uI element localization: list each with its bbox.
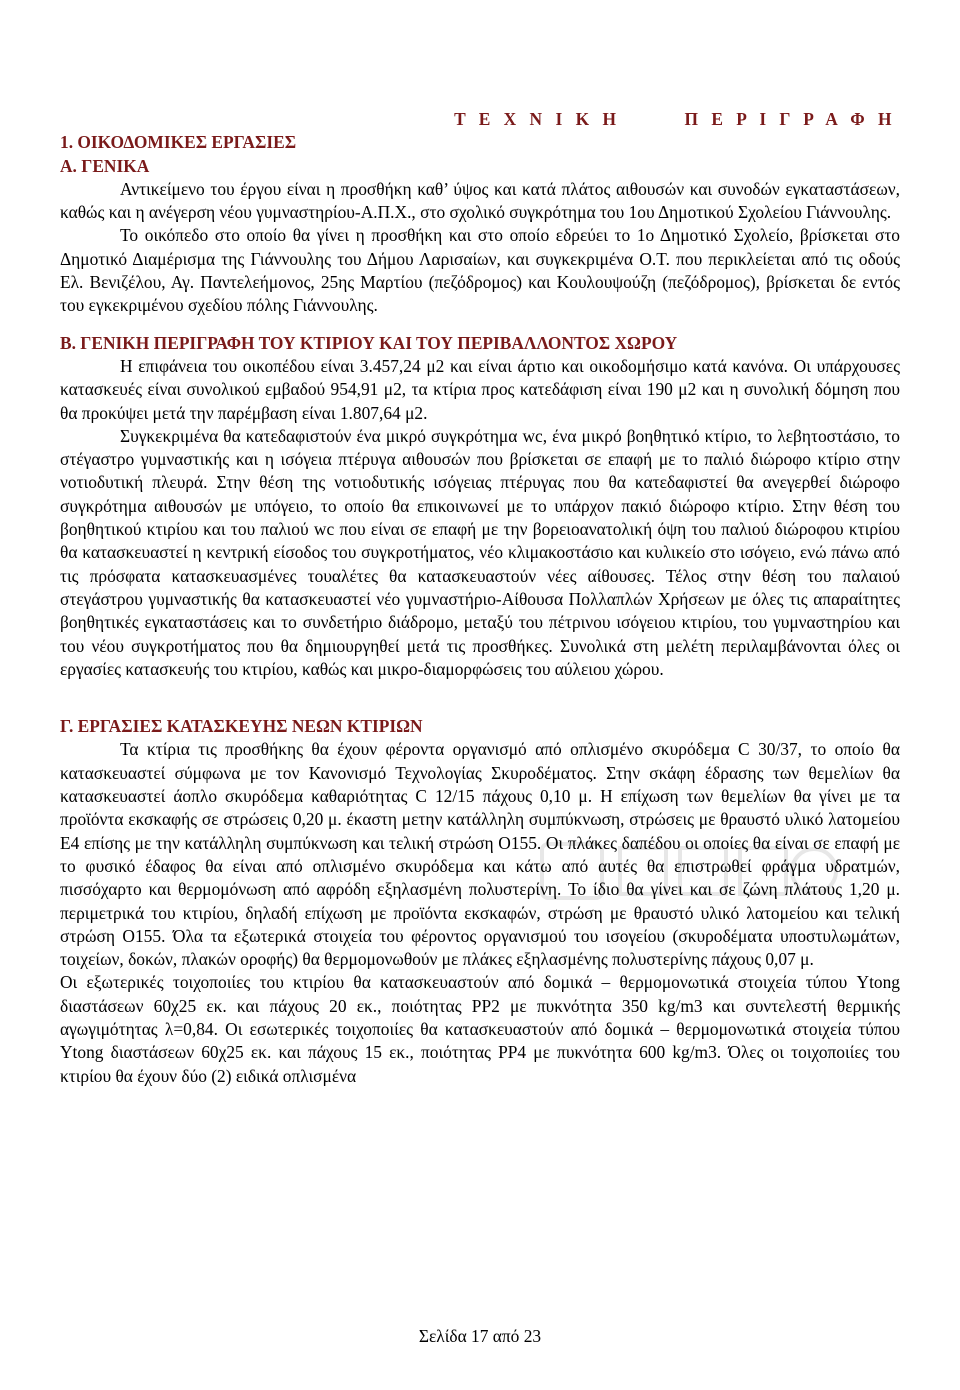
heading-general: Α. ΓΕΝΙΚΑ xyxy=(60,155,150,176)
paragraph-project-subject: Αντικείμενο του έργου είναι η προσθήκη καθ’ ύψος και κατά πλάτος αιθουσών και συνοδών εγκαταστάσεων, καθώς και η ανέγερση νέου γυμναστηρίου-Α.Π.Χ., στο σχολικό συγκρότημα του 1ου Δημοτικού Σχολείου Γιάννουλης. xyxy=(60,178,900,223)
paragraph-structural-frame: Τα κτίρια τις προσθήκης θα έχουν φέροντα οργανισμό από οπλισμένο σκυρόδεμα C 30/37, το οποίο θα κατασκευαστεί σύμφωνα με τον Κανονισμό Τεχνολογίας Σκυροδέματος. Στην σκάφη έδρασης των θεμελίων θα κατασκευαστεί άοπλο σκυρόδεμα καθαριότητας C 12/15 πάχους 0,10 μ. Η επίχωση των θεμελίων θα γίνει με τα προϊόντα εκσκαφής σε στρώσεις 0,20 μ. έκαστη μετην κατάλληλη συμπύκνωση, στρώσεις με θραυστό υλικό λατομείου Ε4 επίσης με την κατάλληλη συμπύκνωση και τελική στρώση Ο155. Οι πλάκες δαπέδου οι οποίες θα είναι σε επαφή με το φυσικό έδαφος θα είναι από οπλισμένο σκυρόδεμα και κάτω από αυτές θα επιστρωθεί φράγμα υδρατμών, πισσόχαρτο και θερμομόνωση από αφρόδη εξηλασμένη πολυστερίνη. Το ίδιο θα γίνει και σε ζώνη πλάτους 1,20 μ. περιμετρικά του κτιρίου, δηλαδή επίχωση με προϊόντα εκσκαφών, στρώση με θραυστό υλικό λατομείου και τελική στρώση Ο155. Όλα τα εξωτερικά στοιχεία του φέροντος οργανισμού του ισογείου (σκυροδέματα υποστυλωμάτων, τοιχείων, δοκών, πλακών οροφής) θα θερμομονωθούν με πλάκες εξηλασμένης πολυστερίνης πάχους 0,07 μ. xyxy=(60,739,900,970)
paragraph-plot-location: Το οικόπεδο στο οποίο θα γίνει η προσθήκη και στο οποίο εδρεύει το 1ο Δημοτικό Σχολείο, βρίσκεται στο Δημοτικό Διαμέρισμα της Γιάννουλης του Δήμου Λαρισαίων, και συγκεκριμένα Ο.Τ. που περικλείεται από τις οδούς Ελ. Βενιζέλου, Αγ. Παντελεήμονος, 25ης Μαρτίου (πεζόδρομος) και Κουλουψούζη (πεζόδρομος), βρίσκεται δε εντός του εγκεκριμένου σχεδίου πόλης Γιάννουλης. xyxy=(60,225,900,316)
page-footer: Σελίδα 17 από 23 xyxy=(418,1326,542,1346)
document-title xyxy=(60,108,900,131)
title-part-1: Τ Ε Χ Ν Ι Κ Η xyxy=(454,109,619,129)
document-page xyxy=(60,108,900,1088)
paragraph-masonry: Οι εξωτερικές τοιχοποιίες του κτιρίου θα κατασκευαστούν από δομικά – θερμομονωτικά στοιχεία τύπου Ytong διαστάσεων 60χ25 εκ. και πάχους 20 εκ., ποιότητας PP2 με πυκνότητα 350 kg/m3 και συντελεστή θερμικής αγωγιμότητας λ=0,84. Οι εσωτερικές τοιχοποιίες θα κατασκευαστούν από δομικά – θερμομονωτικά στοιχεία τύπου Ytong διαστάσεων 60χ25 εκ. και πάχους 15 εκ., ποιότητας PP4 με πυκνότητα 600 kg/m3. Όλες οι τοιχοποιίες του κτιρίου θα έχουν δύο (2) ειδικά οπλισμένα xyxy=(60,972,900,1086)
paragraph-plot-area: Η επιφάνεια του οικοπέδου είναι 3.457,24 μ2 και είναι άρτιο και οικοδομήσιμο κατά κανόνα. Οι υπάρχουσες κατασκευές είναι συνολικού εμβαδού 954,91 μ2, τα κτίρια προς κατεδάφιση είναι 190 μ2 και η συνολική δόμηση που θα προκύψει μετά την παρέμβαση είναι 1.807,64 μ2. xyxy=(60,355,900,423)
paragraph-demolitions: Συγκεκριμένα θα κατεδαφιστούν ένα μικρό συγκρότημα wc, ένα μικρό βοηθητικό κτίριο, το λεβητοστάσιο, το στέγαστρο γυμναστικής και η ισόγεια πτέρυγα αιθουσών που βρίσκεται σε επαφή με το παλιό διώροφο κτίριο στην νοτιοδυτική πλευρά. Στην θέση της νοτιοδυτικής ισόγειας πτέρυγας που θα κατεδαφιστεί θα ανεγερθεί διώροφο συγκρότημα αιθουσών με υπόγειο, το οποίο θα επικοινωνεί με το υπάρχον πακιό διώροφο κτίριο. Στην θέση του βοηθητικού κτιρίου και του παλιού wc που είναι σε επαφή με την βορειοανατολική όψη του παλιού διώροφου κτιρίου θα κατασκευαστεί η κεντρική είσοδος του συγκροτήματος, νέο κλιμακοστάσιο και κυλικείο στο ισόγειο, ενώ πάνω από τις πρόσφατα κατασκευασμένες τουαλέτες θα κατασκευαστούν νέες αίθουσες. Τέλος στην θέση του παλαιού στεγάστρου γυμναστικής θα κατασκευαστεί νέο γυμναστήριο-Αίθουσα Πολλαπλών Χρήσεων με όλες τις απαραίτητες βοηθητικές εγκαταστάσεις και το συνδετήριο διάδρομο, μεταξύ του πέτρινου ισόγειου κτιρίου, του γυμναστηρίου και του νέου συγκροτήματος που θα δημιουργηθεί μετά τις προσθήκες. Συνολικά στη μελέτη περιλαμβάνονται όλες οι εργασίες κατασκευής του κτιρίου, καθώς και μικρο-διαμορφώσεις του αύλειου χώρου. xyxy=(60,425,900,679)
title-part-2: Π Ε Ρ Ι Γ Ρ Α Φ Η xyxy=(684,109,894,129)
heading-building-works: 1. ΟΙΚΟΔΟΜΙΚΕΣ ΕΡΓΑΣΙΕΣ xyxy=(60,132,297,153)
heading-general-description: Β. ΓΕΝΙΚΗ ΠΕΡΙΓΡΑΦΗ ΤΟΥ ΚΤΙΡΙΟΥ ΚΑΙ ΤΟΥ ΠΕΡΙΒΑΛΛΟΝΤΟΣ ΧΩΡΟΥ xyxy=(60,332,678,353)
heading-new-construction: Γ. ΕΡΓΑΣΙΕΣ ΚΑΤΑΣΚΕΥΗΣ ΝΕΩΝ ΚΤΙΡΙΩΝ xyxy=(60,716,423,737)
